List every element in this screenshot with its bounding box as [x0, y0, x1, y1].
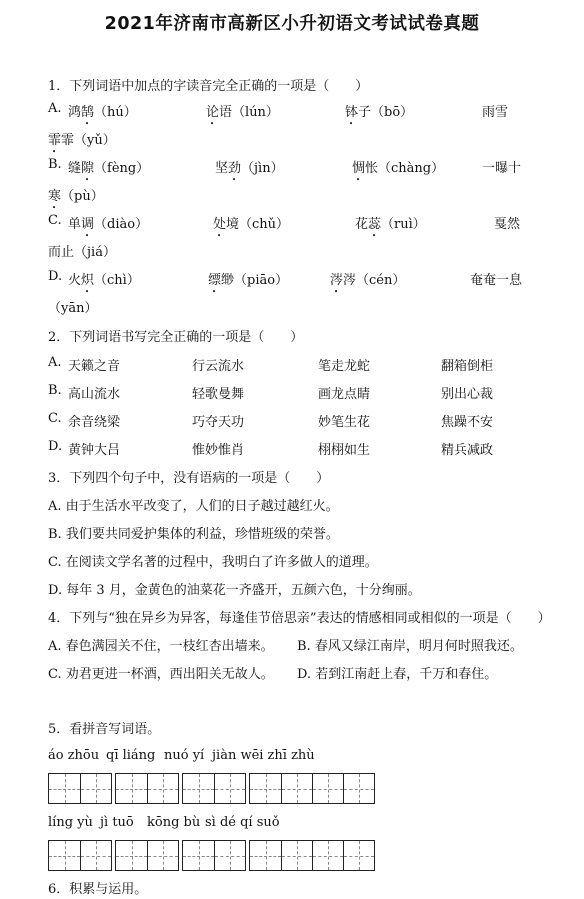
grid-cell[interactable] [343, 841, 374, 870]
q2-option-c-label: C. [48, 411, 62, 426]
q1-b-word3: 惆怅（chàng） [352, 161, 445, 176]
q2-option-d-label: D. [48, 439, 63, 454]
pinyin-label: sì dé qí suǒ [205, 815, 280, 830]
grid-cell[interactable] [312, 841, 343, 870]
q4-option-a: A. 春色满园关不住，一枝红杏出墙来。 [48, 639, 274, 654]
grid-cell[interactable] [80, 841, 111, 870]
q1-b-word2: 坚劲（jìn） [215, 161, 284, 176]
pinyin-label: jiàn wēi zhī zhù [212, 748, 315, 763]
q1-d-word4: 奄奄一息 [470, 273, 523, 288]
q1-option-b-label: B. [48, 157, 62, 172]
q1-d-word4-cont: （yān） [48, 301, 98, 316]
q6-stem: 6．积累与运用。 [48, 882, 148, 897]
q2-a-word: 翻箱倒柜 [441, 359, 494, 374]
writing-grid-2char[interactable] [48, 840, 112, 871]
q2-b-word: 别出心裁 [441, 387, 494, 402]
grid-cell[interactable] [183, 774, 214, 803]
q1-a-word2: 论语（lún） [206, 105, 279, 120]
q2-d-word: 惟妙惟肖 [192, 443, 245, 458]
pinyin-label: kōng bù [147, 815, 201, 830]
q5-stem: 5．看拼音写词语。 [48, 722, 161, 737]
q4-option-b: B. 春风又绿江南岸，明月何时照我还。 [297, 639, 523, 654]
q3-option-d: D. 每年 3 月，金黄色的油菜花一齐盛开，五颜六色，十分绚丽。 [48, 583, 421, 598]
q2-c-word: 焦躁不安 [441, 415, 494, 430]
q1-option-c-label: C. [48, 213, 62, 228]
grid-cell[interactable] [49, 774, 80, 803]
writing-grid-2char[interactable] [182, 773, 246, 804]
writing-grid-2char[interactable] [182, 840, 246, 871]
q1-stem: 1．下列词语中加点的字读音完全正确的一项是（ ） [48, 79, 369, 94]
q1-a-word4: 雨雪 [482, 105, 509, 120]
pinyin-label: jì tuō [100, 815, 134, 830]
q1-d-word1: 火炽（chì） [68, 273, 140, 288]
q2-b-word: 高山流水 [68, 387, 121, 402]
q1-c-word1: 单调（diào） [68, 217, 149, 232]
q1-a-word4-cont: 霏霏（yǔ） [48, 133, 116, 148]
q1-c-word4: 戛然 [494, 217, 521, 232]
q2-d-word: 栩栩如生 [318, 443, 371, 458]
grid-cell[interactable] [214, 774, 245, 803]
q2-a-word: 笔走龙蛇 [318, 359, 371, 374]
q4-option-d: D. 若到江南赶上春，千万和春住。 [297, 667, 498, 682]
q2-stem: 2．下列词语书写完全正确的一项是（ ） [48, 330, 304, 345]
grid-cell[interactable] [116, 841, 147, 870]
pinyin-label: qī liáng [106, 748, 156, 763]
q3-option-a: A. 由于生活水平改变了，人们的日子越过越红火。 [48, 499, 339, 514]
writing-grid-2char[interactable] [48, 773, 112, 804]
q4-option-c: C. 劝君更进一杯酒，西出阳关无故人。 [48, 667, 274, 682]
q1-c-word2: 处境（chǔ） [213, 217, 290, 232]
page-title: 2021年济南市高新区小升初语文考试试卷真题 [104, 14, 480, 34]
q1-a-word3: 钵子（bō） [345, 105, 414, 120]
grid-cell[interactable] [250, 841, 281, 870]
grid-cell[interactable] [281, 841, 312, 870]
q1-option-d-label: D. [48, 269, 63, 284]
writing-grid-4char[interactable] [249, 840, 375, 871]
q2-option-a-label: A. [48, 355, 62, 370]
q4-stem: 4．下列与“独在异乡为异客，每逢佳节倍思亲”表达的情感相同或相似的一项是（ ） [48, 611, 551, 626]
pinyin-label: nuó yí [164, 748, 205, 763]
pinyin-label: áo zhōu [48, 748, 100, 763]
grid-cell[interactable] [147, 774, 178, 803]
q1-c-word4-cont: 而止（jiá） [48, 245, 116, 260]
grid-cell[interactable] [80, 774, 111, 803]
q2-c-word: 巧夺天功 [192, 415, 245, 430]
q2-option-b-label: B. [48, 383, 62, 398]
q1-b-word4-cont: 寒（pù） [48, 189, 104, 204]
q1-a-word1: 鸿鹄（hú） [68, 105, 137, 120]
q2-a-word: 行云流水 [192, 359, 245, 374]
grid-cell[interactable] [183, 841, 214, 870]
q2-a-word: 天籁之音 [68, 359, 121, 374]
q3-option-b: B. 我们要共同爱护集体的利益，珍惜班级的荣誉。 [48, 527, 339, 542]
grid-cell[interactable] [343, 774, 374, 803]
q1-d-word2: 缥缈（piāo） [208, 273, 289, 288]
writing-grid-4char[interactable] [249, 773, 375, 804]
q2-c-word: 妙笔生花 [318, 415, 371, 430]
q1-option-a-label: A. [48, 101, 62, 116]
writing-grid-2char[interactable] [115, 773, 179, 804]
grid-cell[interactable] [49, 841, 80, 870]
q1-b-word4: 一曝十 [482, 161, 522, 176]
q2-d-word: 精兵减政 [441, 443, 494, 458]
q3-stem: 3．下列四个句子中，没有语病的一项是（ ） [48, 471, 330, 486]
grid-cell[interactable] [281, 774, 312, 803]
grid-cell[interactable] [312, 774, 343, 803]
pinyin-label: líng yù [48, 815, 93, 830]
q2-b-word: 轻歌曼舞 [192, 387, 245, 402]
q3-option-c: C. 在阅读文学名著的过程中，我明白了许多做人的道理。 [48, 555, 378, 570]
q2-b-word: 画龙点睛 [318, 387, 371, 402]
q1-d-word3: 涔涔（cén） [330, 273, 406, 288]
q1-c-word3: 花蕊（ruì） [355, 217, 426, 232]
q2-d-word: 黄钟大吕 [68, 443, 121, 458]
writing-grid-2char[interactable] [115, 840, 179, 871]
grid-cell[interactable] [214, 841, 245, 870]
grid-cell[interactable] [116, 774, 147, 803]
grid-cell[interactable] [147, 841, 178, 870]
q1-b-word1: 缝隙（fèng） [68, 161, 150, 176]
grid-cell[interactable] [250, 774, 281, 803]
q2-c-word: 余音绕梁 [68, 415, 121, 430]
